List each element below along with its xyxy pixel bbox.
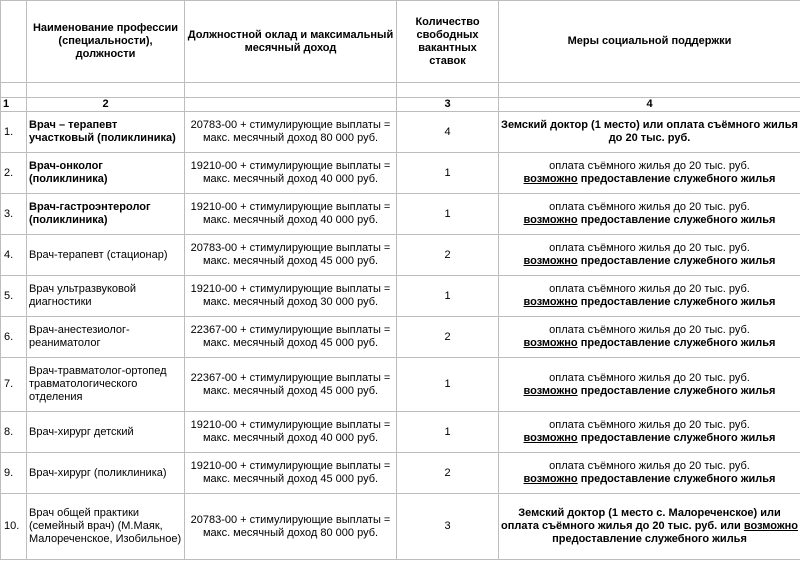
support-cell (499, 153, 800, 194)
housing-text (501, 173, 798, 186)
row-index: 6. (1, 317, 27, 358)
salary-text: 22367-00 + стимулирующие выплаты = макс. месячный доход 45 000 руб. (185, 317, 397, 358)
salary-text: 19210-00 + стимулирующие выплаты = макс. месячный доход 45 000 руб. (185, 453, 397, 494)
possible-word: возможно (523, 255, 578, 267)
vacancy-count: 1 (397, 153, 499, 194)
column-number-empty (185, 98, 397, 112)
spacer-row (1, 83, 800, 98)
possible-word: возможно (523, 337, 578, 349)
housing-phrase: предоставление служебного жилья (577, 214, 776, 226)
header-salary: Должностной оклад и максимальный месячный доход (185, 1, 397, 83)
vacancy-count: 3 (397, 494, 499, 560)
profession-name: Врач-травматолог-ортопед травматологического отделения (27, 358, 185, 412)
vacancy-count: 1 (397, 194, 499, 235)
rent-text: оплата съёмного жилья до 20 тыс. руб. (549, 160, 750, 172)
table-row (1, 494, 800, 560)
header-profession: Наименование профессии (специальности), должности (27, 1, 185, 83)
profession-name: Врач-хирург (поликлиника) (27, 453, 185, 494)
salary-text: 20783-00 + стимулирующие выплаты = макс. месячный доход 80 000 руб. (185, 112, 397, 153)
profession-name: Врач – терапевт участковый (поликлиника) (27, 112, 185, 153)
row-index: 10. (1, 494, 27, 560)
support-text: Земский доктор (1 место) или оплата съёмного жилья до 20 тыс. руб. (499, 112, 800, 153)
salary-text: 19210-00 + стимулирующие выплаты = макс. месячный доход 30 000 руб. (185, 276, 397, 317)
column-number: 1 (1, 98, 27, 112)
support-cell (499, 453, 800, 494)
row-index: 8. (1, 412, 27, 453)
housing-text (501, 214, 798, 227)
column-number-row (1, 98, 800, 112)
possible-word: возможно (523, 473, 578, 485)
support-cell (499, 235, 800, 276)
row-index: 4. (1, 235, 27, 276)
table-row (1, 153, 800, 194)
housing-text (501, 255, 798, 268)
housing-text (501, 432, 798, 445)
housing-phrase: предоставление служебного жилья (577, 432, 776, 444)
rent-text: оплата съёмного жилья до 20 тыс. руб. (549, 201, 750, 213)
column-number: 2 (27, 98, 185, 112)
profession-name: Врач-терапевт (стационар) (27, 235, 185, 276)
housing-phrase: предоставление служебного жилья (577, 384, 776, 397)
housing-text (501, 296, 798, 309)
possible-word: возможно (523, 214, 578, 226)
possible-word: возможно (523, 296, 578, 308)
support-cell (499, 358, 800, 412)
rent-text: оплата съёмного жилья до 20 тыс. руб. (549, 324, 750, 336)
column-number: 3 (397, 98, 499, 112)
vacancy-count: 1 (397, 358, 499, 412)
table-row (1, 358, 800, 412)
table-row (1, 453, 800, 494)
housing-phrase: предоставление служебного жилья (577, 337, 776, 349)
header-support: Меры социальной поддержки (499, 1, 800, 83)
support-cell (499, 194, 800, 235)
header-vacancies: Количество свободных вакантных ставок (397, 1, 499, 83)
row-index: 3. (1, 194, 27, 235)
salary-text: 22367-00 + стимулирующие выплаты = макс. месячный доход 45 000 руб. (185, 358, 397, 412)
header-row (1, 1, 800, 83)
housing-phrase: предоставление служебного жилья (577, 296, 776, 308)
possible-word: возможно (523, 173, 578, 185)
salary-text: 19210-00 + стимулирующие выплаты = макс. месячный доход 40 000 руб. (185, 412, 397, 453)
profession-name: Врач-онколог (поликлиника) (27, 153, 185, 194)
housing-phrase: предоставление служебного жилья (577, 173, 776, 185)
salary-text: 20783-00 + стимулирующие выплаты = макс. месячный доход 80 000 руб. (185, 494, 397, 560)
profession-name: Врач-анестезиолог-реаниматолог (27, 317, 185, 358)
support-cell (499, 317, 800, 358)
housing-text (501, 385, 798, 398)
header-index-cell (1, 1, 27, 83)
table-row (1, 317, 800, 358)
row-index: 9. (1, 453, 27, 494)
rent-text: оплата съёмного жилья до 20 тыс. руб. (549, 283, 750, 295)
profession-name: Врач-хирург детский (27, 412, 185, 453)
profession-name: Врач-гастроэнтеролог (поликлиника) (27, 194, 185, 235)
salary-text: 20783-00 + стимулирующие выплаты = макс. месячный доход 45 000 руб. (185, 235, 397, 276)
column-number: 4 (499, 98, 800, 112)
table-row (1, 276, 800, 317)
possible-word: возможно (523, 432, 578, 444)
housing-phrase: предоставление служебного жилья (577, 473, 776, 485)
vacancy-count: 2 (397, 317, 499, 358)
vacancy-count: 2 (397, 453, 499, 494)
row-index: 7. (1, 358, 27, 412)
vacancy-count: 4 (397, 112, 499, 153)
rent-text: оплата съёмного жилья до 20 тыс. руб. (549, 419, 750, 431)
salary-text: 19210-00 + стимулирующие выплаты = макс. месячный доход 40 000 руб. (185, 153, 397, 194)
possible-word: возможно (743, 520, 798, 532)
support-cell (499, 412, 800, 453)
row-index: 5. (1, 276, 27, 317)
housing-text (501, 337, 798, 350)
rent-text: оплата съёмного жилья до 20 тыс. руб. (549, 371, 750, 384)
rent-text: оплата съёмного жилья до 20 тыс. руб. (549, 460, 750, 472)
row-index: 1. (1, 112, 27, 153)
vacancy-count: 1 (397, 276, 499, 317)
table-row (1, 194, 800, 235)
support-cell (499, 276, 800, 317)
table-row (1, 235, 800, 276)
row-index: 2. (1, 153, 27, 194)
profession-name: Врач ультразвуковой диагностики (27, 276, 185, 317)
profession-name: Врач общей практики (семейный врач) (М.Маяк, Малореченское, Изобильное) (27, 494, 185, 560)
rent-text: оплата съёмного жилья до 20 тыс. руб. (549, 242, 750, 254)
zemsky-text: Земский доктор (1 место с. Малореченское) или оплата съёмного жилья до 20 тыс. руб. или (501, 507, 781, 532)
housing-phrase: предоставление служебного жилья (577, 255, 776, 267)
table-row (1, 112, 800, 153)
salary-text: 19210-00 + стимулирующие выплаты = макс. месячный доход 40 000 руб. (185, 194, 397, 235)
support-cell (499, 494, 800, 560)
housing-phrase: предоставление служебного жилья (552, 533, 747, 545)
table-row (1, 412, 800, 453)
possible-word: возможно (523, 384, 578, 397)
vacancy-count: 1 (397, 412, 499, 453)
housing-text (501, 473, 798, 486)
vacancy-count: 2 (397, 235, 499, 276)
